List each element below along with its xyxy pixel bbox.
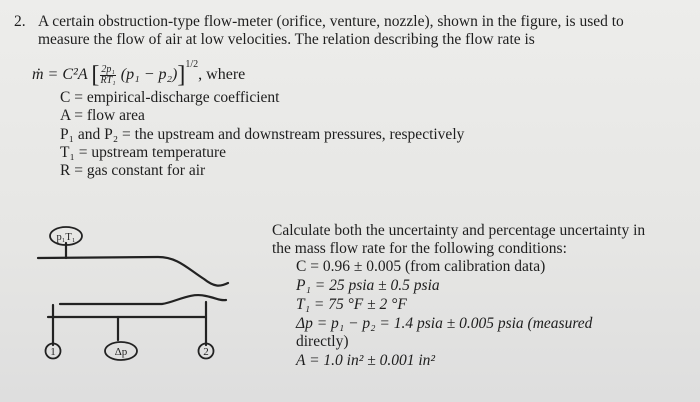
left-bracket: [ [91,62,100,88]
calc-line-2: the mass flow rate for the following conditions: [272,240,567,257]
station-1-label: 1 [50,346,56,358]
condition-dp: Δp = p₁ − p₂ = 1.4 psia ± 0.005 psia (measured [296,315,593,332]
definition-t1: T₁ = upstream temperature [60,144,227,161]
fraction-denominator: RT₁ [100,74,116,86]
condition-dp-cont: directly) [296,333,349,350]
condition-c: C = 0.96 ± 0.005 (from calibration data) [296,258,546,275]
question-line-1: A certain obstruction-type flow-meter (orifice, venture, nozzle), shown in the figure, is used to [38,13,624,30]
station-2-label: 2 [203,346,209,358]
dp-label: Δp [114,346,128,358]
condition-p1: P₁ = 25 psia ± 0.5 psia [296,277,440,294]
condition-t1: T₁ = 75 °F ± 2 °F [296,296,407,313]
upper-wall-line [38,257,228,286]
fraction-numerator: 2p₁ [101,63,115,75]
definition-pressures: P₁ and P₂ = the upstream and downstream pressures, respectively [60,126,465,143]
question-number: 2. [14,13,26,30]
question-line-2: measure the flow of air at low velocities. The relation describing the flow rate is [38,31,535,48]
lower-wall-line [60,295,226,304]
formula-pressure-difference: (p₁ − p₂) [120,66,178,83]
formula-where: , where [198,66,246,83]
definition-a: A = flow area [60,107,145,124]
definition-c: C = empirical-discharge coefficient [60,89,280,106]
right-bracket: ] [177,62,186,88]
formula-exponent: 1/2 [185,59,199,70]
formula-lhs: ṁ = C²A [32,66,88,83]
calc-line-1: Calculate both the uncertainty and percentage uncertainty in [272,222,646,239]
p1t1-label: p₁T₁ [56,232,76,243]
condition-area: A = 1.0 in² ± 0.001 in² [296,352,436,369]
definition-r: R = gas constant for air [60,162,206,179]
